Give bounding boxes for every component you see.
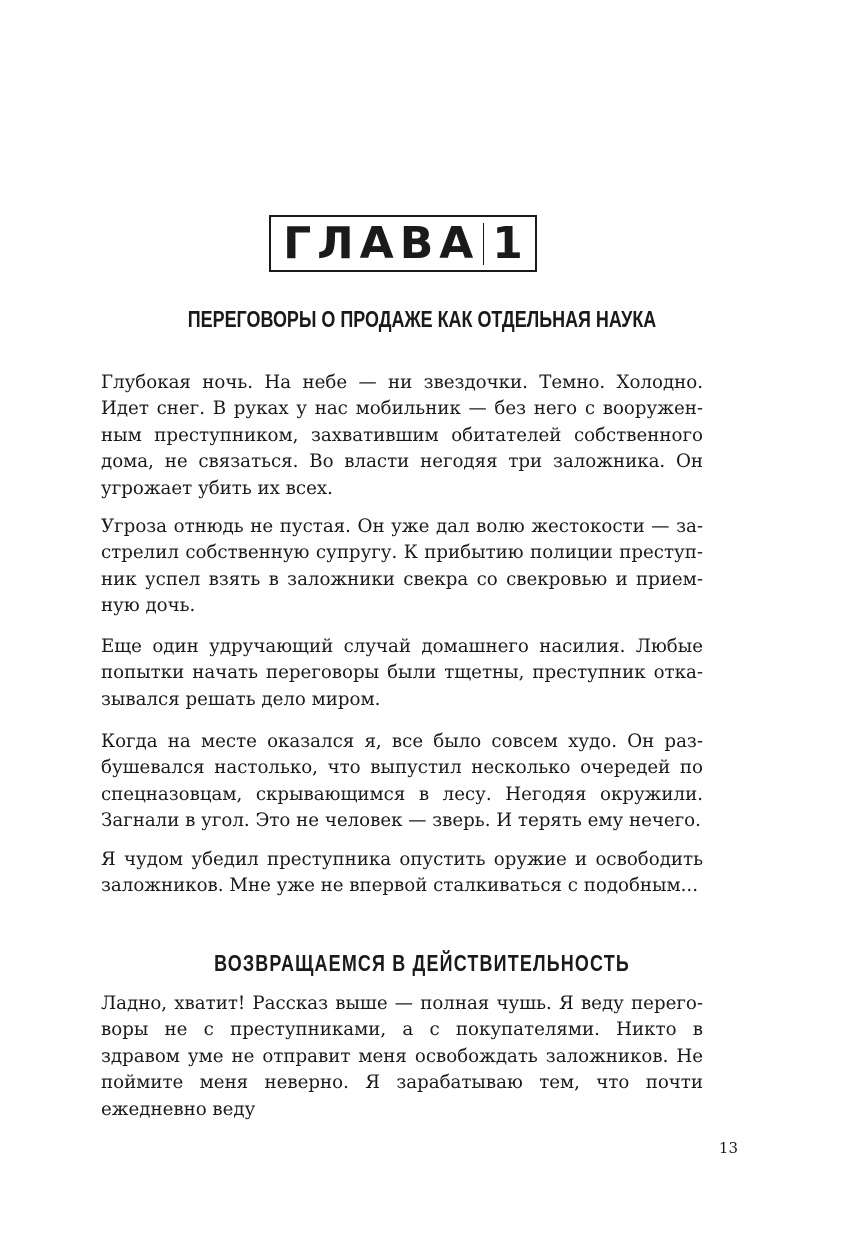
chapter-label-box xyxy=(269,215,537,272)
page-number: 13 xyxy=(718,1139,738,1157)
chapter-number: 1 xyxy=(492,217,523,269)
body-paragraph: Угроза отнюдь не пустая. Он уже дал волю жестокости — застрелил собственную супругу. К прибытию полиции преступник успел взять в заложники свекра со свекровью и приемную дочь. xyxy=(101,516,703,617)
body-paragraph: Еще один удручающий случай домашнего насилия. Любые попытки начать переговоры были тщетны, преступник отказывался решать дело миром. xyxy=(101,636,703,710)
body-paragraph: Глубокая ночь. На небе — ни звездочки. Темно. Холодно. Идет снег. В руках у нас мобильник — без него с вооруженным преступником, захватившим обитателей собственного дома, не связаться. Во власти негодяя три заложника. Он угрожает убить их всех. xyxy=(101,372,703,499)
section-title: ВОЗВРАЩАЕМСЯ В ДЕЙСТВИТЕЛЬНОСТЬ xyxy=(214,950,630,976)
section-paragraph: Ладно, хватит! Рассказ выше — полная чушь. Я веду переговоры не с преступниками, а с покупателями. Никто в здравом уме не отправит меня освобождать заложников. Не поймите меня неверно. Я зарабатываю тем, что почти ежедневно веду xyxy=(101,993,703,1120)
chapter-word: ГЛАВА xyxy=(283,217,480,269)
body-paragraph: Когда на месте оказался я, все было совсем худо. Он разбушевался настолько, что выпустил несколько очередей по спецназовцам, скрывающимся в лесу. Негодяя окружили. Загнали в угол. Это не человек — зверь. И терять ему нечего. xyxy=(101,731,703,832)
chapter-divider xyxy=(483,223,484,265)
body-paragraph: Я чудом убедил преступника опустить оружие и освободить заложников. Мне уже не впервой сталкиваться с подобным... xyxy=(101,849,703,897)
chapter-title: ПЕРЕГОВОРЫ О ПРОДАЖЕ КАК ОТДЕЛЬНАЯ НАУКА xyxy=(187,306,657,332)
